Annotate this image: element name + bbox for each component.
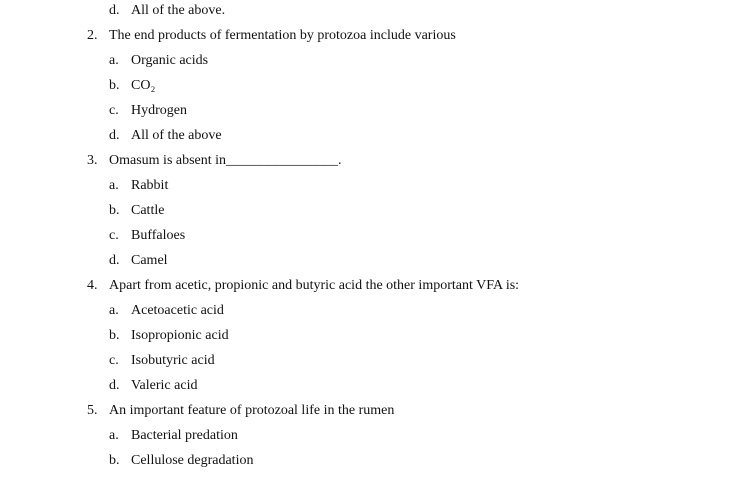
option-letter: c. [109, 103, 119, 118]
question-number: 5. [87, 403, 98, 418]
option-text: Isobutyric acid [131, 353, 215, 368]
question-number: 4. [87, 278, 98, 293]
option-text: Valeric acid [131, 378, 198, 393]
question-text: The end products of fermentation by protozoa include various [109, 28, 456, 43]
question-text: Apart from acetic, propionic and butyric acid the other important VFA is: [109, 278, 520, 293]
option-text: Cattle [131, 203, 165, 218]
question-text: An important feature of protozoal life in the rumen [109, 403, 395, 418]
option-letter: d. [109, 128, 120, 143]
option-letter: d. [109, 253, 120, 268]
option-letter: b. [109, 203, 120, 218]
option-text: Isopropionic acid [131, 328, 229, 343]
option-letter: b. [109, 328, 120, 343]
question-text: Omasum is absent in________________. [109, 153, 342, 168]
option-text: Hydrogen [131, 103, 187, 118]
option-text: All of the above [131, 128, 222, 143]
option-letter: b. [109, 78, 120, 93]
option-letter: a. [109, 428, 119, 443]
option-letter: a. [109, 303, 119, 318]
option-letter: c. [109, 228, 119, 243]
option-letter: c. [109, 353, 119, 368]
option-letter: d. [109, 378, 120, 393]
option-text: Organic acids [131, 53, 209, 68]
option-text: CO₂ [131, 78, 156, 93]
option-letter: a. [109, 53, 119, 68]
option-text: All of the above. [131, 3, 226, 18]
option-text: Rabbit [131, 178, 169, 193]
option-text: Bacterial predation [131, 428, 238, 443]
option-text: Acetoacetic acid [131, 303, 224, 318]
question-number: 2. [87, 28, 98, 43]
option-letter: b. [109, 453, 120, 468]
question-number: 3. [87, 153, 98, 168]
option-text: Buffaloes [131, 228, 186, 243]
option-letter: d. [109, 3, 120, 18]
option-letter: a. [109, 178, 119, 193]
option-text: Camel [131, 253, 168, 268]
option-text: Cellulose degradation [131, 453, 254, 468]
